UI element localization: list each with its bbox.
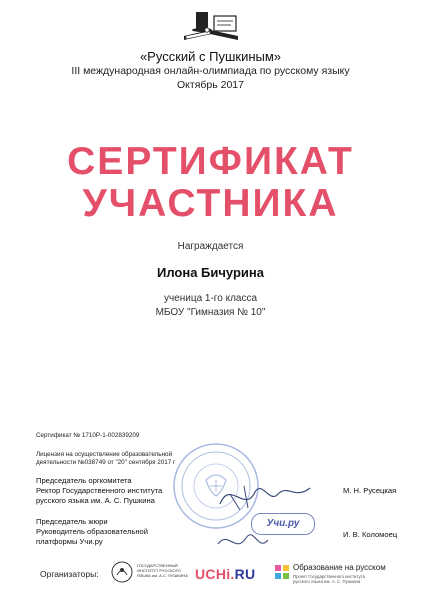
olympiad-subtitle: III международная онлайн-олимпиада по русскому языку (71, 65, 350, 77)
license-line-2: деятельности №038749 от "20" сентября 2017 г (36, 459, 176, 466)
jury-chair-line-1: Председатель жюри (36, 517, 108, 526)
certificate-number: Сертификат № 1710Р-1-002839209 (36, 432, 140, 439)
recipient-name: Илона Бичурина (156, 265, 265, 280)
olympiad-title: «Русский с Пушкиным» (139, 49, 282, 64)
org-chair-name: М. Н. Русецкая (343, 486, 397, 495)
jury-chair (36, 517, 148, 547)
certificate-heading-line1: СЕРТИФИКАТ (67, 140, 354, 183)
pushkin-institute-text: ГОСУДАРСТВЕННЫЙ ИНСТИТУТ РУССКОГО ЯЗЫКА им. А.С. ПУШКИНА (137, 563, 188, 578)
education-in-russian-logo-icon (275, 565, 289, 579)
certificate-heading-line2: УЧАСТНИКА (82, 182, 339, 225)
license-line-1: Лицензия на осуществление образовательной (36, 451, 173, 458)
pushkin-institute-logo-icon (110, 560, 134, 584)
pushkin-logo-icon (180, 6, 242, 46)
org-chair-line-2: Ректор Государственного института (36, 486, 163, 495)
awarded-label: Награждается (177, 241, 244, 252)
jury-chair-line-2: Руководитель образовательной (36, 527, 148, 536)
uchi-badge: Учи.ру (251, 513, 315, 535)
uchi-logo-ru: RU (234, 566, 256, 582)
org-chair-line-3: русского языка им. А. С. Пушкина (36, 496, 155, 505)
org-committee-chair (36, 476, 162, 506)
uchi-logo-main: UCHi. (195, 566, 235, 582)
organizers-label: Организаторы: (40, 569, 99, 579)
uchi-ru-logo (195, 566, 255, 582)
jury-chair-line-3: платформы Учи.ру (36, 537, 103, 546)
edu-logo-subtitle: Проект Государственного института русского языка им. А. С. Пушкина (293, 574, 365, 584)
jury-chair-name: И. В. Коломоец (343, 530, 398, 539)
olympiad-date: Октябрь 2017 (177, 79, 244, 91)
org-chair-line-1: Председатель оргкомитета (36, 476, 132, 485)
edu-logo-title: Образование на русском (293, 563, 386, 572)
recipient-school: МБОУ "Гимназия № 10" (155, 307, 266, 318)
recipient-grade: ученица 1-го класса (163, 293, 258, 304)
